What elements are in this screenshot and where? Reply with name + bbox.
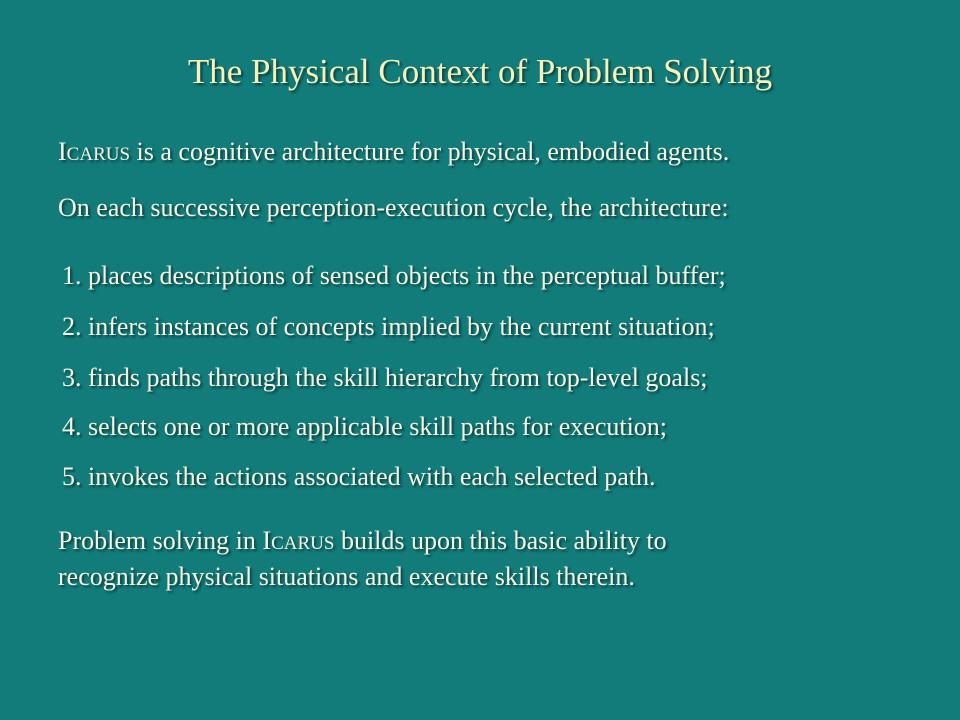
closing-paragraph <box>58 524 667 593</box>
step-item-1: 1. places descriptions of sensed objects in the perceptual buffer; <box>62 261 726 290</box>
closing-line-2: recognize physical situations and execute skills therein. <box>58 562 635 591</box>
icarus-rest: CARUS <box>271 533 335 554</box>
icarus-initial: I <box>58 137 67 166</box>
step-item-5: 5. invokes the actions associated with each selected path. <box>62 462 656 491</box>
closing-line-1 <box>58 524 667 560</box>
cycle-line: On each successive perception-execution cycle, the architecture: <box>58 193 729 222</box>
intro-text: is a cognitive architecture for physical, embodied agents. <box>130 137 730 166</box>
closing-before: Problem solving in <box>58 526 263 555</box>
closing-after: builds upon this basic ability to <box>334 526 667 555</box>
slide-title: The Physical Context of Problem Solving <box>187 52 773 91</box>
intro-line <box>58 137 729 170</box>
step-item-4: 4. selects one or more applicable skill paths for execution; <box>62 412 668 441</box>
step-item-2: 2. infers instances of concepts implied by the current situation; <box>62 312 715 341</box>
step-item-3: 3. finds paths through the skill hierarchy from top-level goals; <box>62 363 708 392</box>
icarus-initial: I <box>262 526 272 555</box>
icarus-rest: CARUS <box>66 144 131 165</box>
